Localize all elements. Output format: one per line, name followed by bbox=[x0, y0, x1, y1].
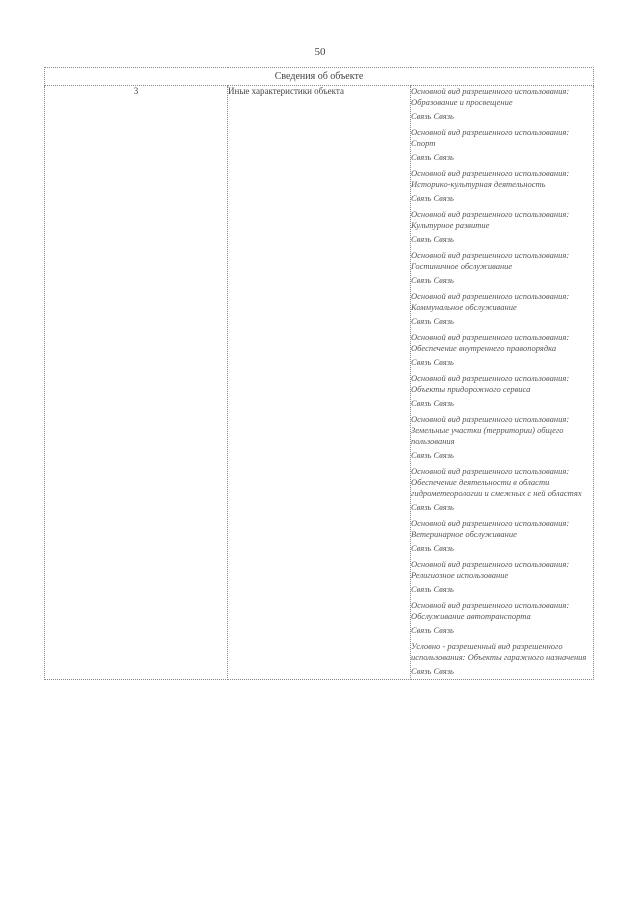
usage-text: Основной вид разрешенного использования: Гостиничное обслуживание bbox=[411, 250, 570, 271]
usage-text: Основной вид разрешенного использования: Обеспечение деятельности в области гидрометеорологии и смежных с ней областях bbox=[411, 466, 582, 498]
row-number: 3 bbox=[45, 86, 228, 680]
list-item bbox=[411, 332, 593, 368]
list-item bbox=[411, 168, 593, 204]
table-header-row bbox=[45, 68, 594, 86]
link-text: Связь Связь bbox=[411, 275, 454, 285]
link-text: Связь Связь bbox=[411, 450, 454, 460]
link-text: Связь Связь bbox=[411, 584, 454, 594]
link-text: Связь Связь bbox=[411, 152, 454, 162]
list-item bbox=[411, 209, 593, 245]
link-text: Связь Связь bbox=[411, 666, 454, 676]
list-item bbox=[411, 518, 593, 554]
row-name: Иные характеристики объекта bbox=[228, 86, 411, 680]
list-item bbox=[411, 466, 593, 513]
usage-text: Основной вид разрешенного использования: Обслуживание автотранспорта bbox=[411, 600, 570, 621]
table-row bbox=[45, 86, 594, 680]
usage-text: Основной вид разрешенного использования: Обеспечение внутреннего правопорядка bbox=[411, 332, 570, 353]
link-text: Связь Связь bbox=[411, 111, 454, 121]
usage-text: Условно - разрешенный вид разрешенного использования: Объекты гаражного назначения bbox=[411, 641, 587, 662]
usage-text: Основной вид разрешенного использования: Историко-культурная деятельность bbox=[411, 168, 570, 189]
usage-text: Основной вид разрешенного использования: Земельные участки (территории) общего пользования bbox=[411, 414, 570, 446]
list-item bbox=[411, 641, 593, 677]
usage-text: Основной вид разрешенного использования: Объекты придорожного сервиса bbox=[411, 373, 570, 394]
list-item bbox=[411, 86, 593, 122]
link-text: Связь Связь bbox=[411, 543, 454, 553]
link-text: Связь Связь bbox=[411, 625, 454, 635]
list-item bbox=[411, 414, 593, 461]
usage-text: Основной вид разрешенного использования: Образование и просвещение bbox=[411, 86, 570, 107]
list-item bbox=[411, 559, 593, 595]
table-header: Сведения об объекте bbox=[45, 68, 594, 86]
link-text: Связь Связь bbox=[411, 234, 454, 244]
object-info-table bbox=[44, 67, 594, 680]
list-item bbox=[411, 373, 593, 409]
link-text: Связь Связь bbox=[411, 502, 454, 512]
usage-list bbox=[411, 86, 593, 677]
link-text: Связь Связь bbox=[411, 357, 454, 367]
usage-text: Основной вид разрешенного использования: Культурное развитие bbox=[411, 209, 570, 230]
row-value bbox=[411, 86, 594, 680]
list-item bbox=[411, 291, 593, 327]
page-number: 50 bbox=[314, 46, 326, 58]
usage-text: Основной вид разрешенного использования: Спорт bbox=[411, 127, 570, 148]
usage-text: Основной вид разрешенного использования: Коммунальное обслуживание bbox=[411, 291, 570, 312]
link-text: Связь Связь bbox=[411, 316, 454, 326]
link-text: Связь Связь bbox=[411, 193, 454, 203]
list-item bbox=[411, 600, 593, 636]
usage-text: Основной вид разрешенного использования: Религиозное использование bbox=[411, 559, 570, 580]
list-item bbox=[411, 250, 593, 286]
usage-text: Основной вид разрешенного использования: Ветеринарное обслуживание bbox=[411, 518, 570, 539]
list-item bbox=[411, 127, 593, 163]
link-text: Связь Связь bbox=[411, 398, 454, 408]
